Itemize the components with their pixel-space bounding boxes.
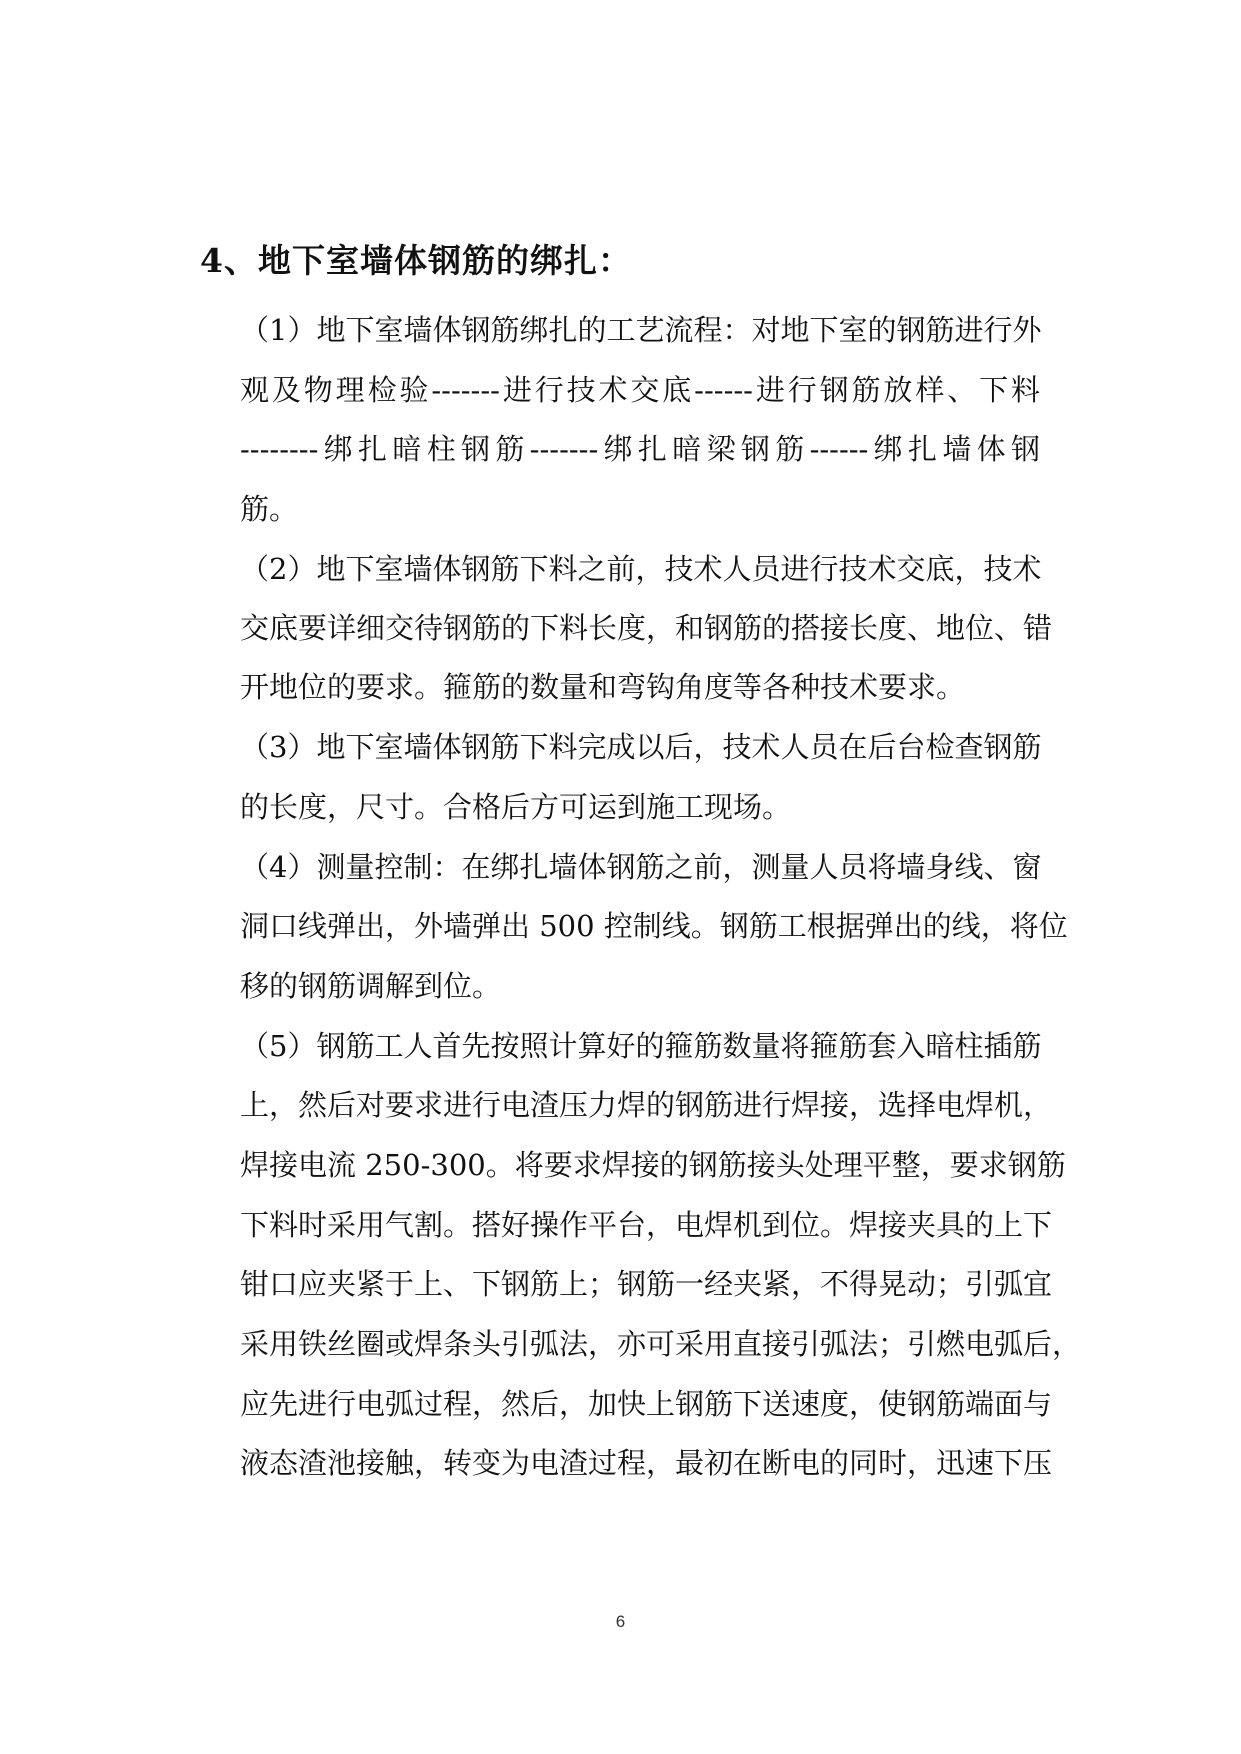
body-line: （3）地下室墙体钢筋下料完成以后，技术人员在后台检查钢筋 — [240, 730, 1042, 764]
body-line: （5）钢筋工人首先按照计算好的箍筋数量将箍筋套入暗柱插筋 — [240, 1029, 1042, 1063]
body-line: 液态渣池接触，转变为电渣过程，最初在断电的同时，迅速下压 — [240, 1446, 1053, 1480]
body-line: --------绑扎暗柱钢筋-------绑扎暗梁钢筋------绑扎墙体钢 — [240, 432, 1040, 466]
body-line: 交底要详细交待钢筋的下料长度，和钢筋的搭接长度、地位、错 — [240, 611, 1053, 645]
body-line: 下料时采用气割。搭好操作平台，电焊机到位。焊接夹具的上下 — [240, 1208, 1053, 1242]
body-line: 焊接电流 250-300。将要求焊接的钢筋接头处理平整，要求钢筋 — [240, 1148, 1066, 1182]
page-number: 6 — [615, 1612, 626, 1631]
body-line: 开地位的要求。箍筋的数量和弯钩角度等各种技术要求。 — [240, 670, 966, 704]
body-line: 采用铁丝圈或焊条头引弧法，亦可采用直接引弧法；引燃电弧后， — [240, 1327, 1082, 1361]
body-line: 应先进行电弧过程，然后，加快上钢筋下送速度，使钢筋端面与 — [240, 1387, 1053, 1421]
body-line: 的长度，尺寸。合格后方可运到施工现场。 — [240, 790, 792, 824]
body-line: （4）测量控制：在绑扎墙体钢筋之前，测量人员将墙身线、窗 — [240, 850, 1042, 884]
section-heading: 4、地下室墙体钢筋的绑扎： — [200, 241, 632, 280]
body-line: 移的钢筋调解到位。 — [240, 969, 502, 1003]
body-line: （1）地下室墙体钢筋绑扎的工艺流程：对地下室的钢筋进行外 — [240, 313, 1042, 347]
body-line: 观及物理检验-------进行技术交底------进行钢筋放样、下料 — [240, 373, 1040, 407]
body-line: （2）地下室墙体钢筋下料之前，技术人员进行技术交底，技术 — [240, 552, 1042, 586]
body-line: 钳口应夹紧于上、下钢筋上；钢筋一经夹紧，不得晃动；引弧宜 — [240, 1267, 1053, 1301]
body-line: 洞口线弹出，外墙弹出 500 控制线。钢筋工根据弹出的线，将位 — [240, 909, 1068, 943]
body-line: 上，然后对要求进行电渣压力焊的钢筋进行焊接，选择电焊机， — [240, 1088, 1053, 1122]
body-line: 筋。 — [240, 492, 299, 526]
